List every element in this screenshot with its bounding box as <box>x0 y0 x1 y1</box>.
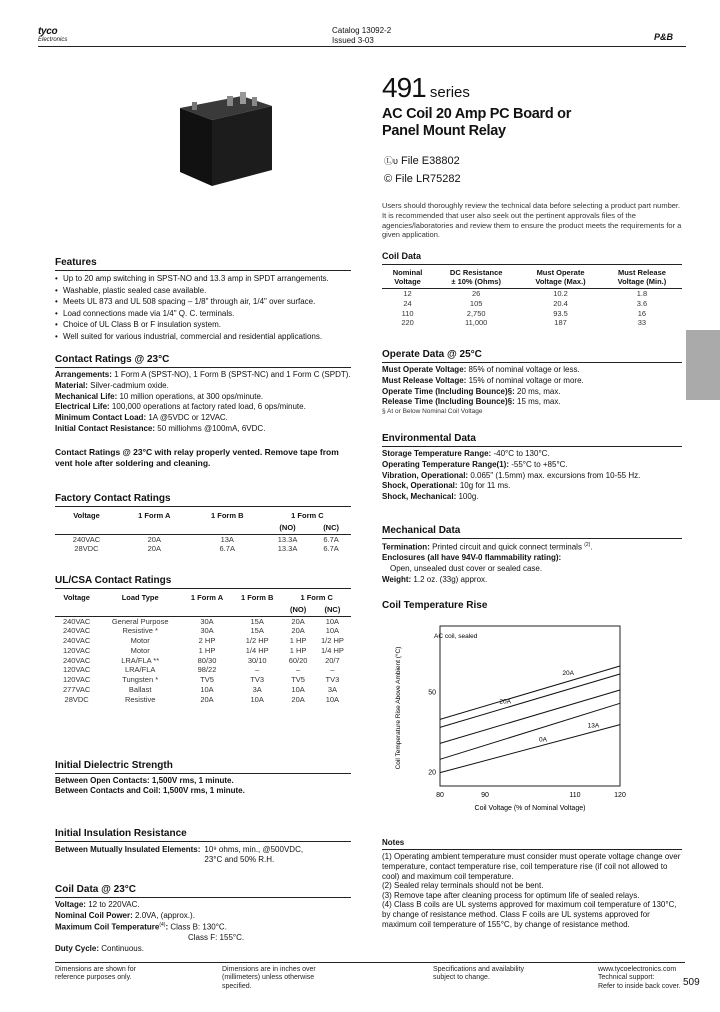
cell: 12 <box>403 289 412 299</box>
environmental-list <box>382 449 682 503</box>
environmental-section <box>382 432 682 503</box>
factory-ratings-table <box>55 510 351 554</box>
table-row <box>55 665 351 675</box>
series-word: series <box>425 84 470 101</box>
brand-mark: P&B <box>654 32 674 42</box>
insulation-section <box>55 827 351 866</box>
series-label: 13A <box>587 722 600 730</box>
spec-row: Maximum Coil Temperature$^{(4)}$: Class B: 130°C. <box>55 921 227 932</box>
cell: 13.3A <box>277 534 298 544</box>
spec-key: Electrical Life: <box>55 402 110 412</box>
spec-row <box>382 387 682 398</box>
spec-key: Maximum Coil Temperature <box>55 922 160 932</box>
spec-value: Printed circuit and quick connect terminals <box>432 542 582 552</box>
series-line <box>440 690 620 743</box>
spec-value: Silver-cadmium oxide. <box>90 380 169 390</box>
chart-annotation: AC coil, sealed <box>434 633 478 640</box>
cell: 6.7A <box>323 544 339 554</box>
col-header: Voltage <box>63 593 90 602</box>
spec-row <box>55 911 351 922</box>
cell: 15A <box>250 626 264 636</box>
cell: Tungsten * <box>122 675 159 684</box>
cell: Resistive * <box>122 626 158 636</box>
spec-row <box>382 481 682 492</box>
features-list <box>55 273 351 343</box>
cell: 30A <box>200 626 214 636</box>
cell: LRA/FLA ** <box>121 655 160 665</box>
series-number: 491 <box>382 72 426 103</box>
cell: 33 <box>637 318 647 328</box>
footer-text: subject to change. <box>433 974 490 982</box>
catalog-info <box>332 26 391 46</box>
table-row <box>55 656 351 666</box>
spec-value: 20 ms, max. <box>517 386 561 396</box>
note-item: (1) Operating ambient temperature must consider must operate voltage change over temperature, contact temperature rise, coil temperature rise (if coil not allowed to cool) and maximum coil temperature. <box>382 852 681 881</box>
cell: 120VAC <box>62 665 91 675</box>
mechanical-list <box>382 542 682 586</box>
factory-ratings-section <box>55 492 351 554</box>
cell: 28VDC <box>64 694 89 704</box>
coil-temp-chart-section <box>382 599 682 612</box>
cell: 2,750 <box>466 308 486 318</box>
cell: 187 <box>554 318 567 328</box>
spec-row <box>55 933 351 944</box>
spec-value: 15% of nominal voltage or more. <box>468 375 584 385</box>
cell: 10A <box>325 694 340 704</box>
spec-value: 0.065" (1.5mm) max. excursions from 10-55 Hz. <box>470 470 641 480</box>
insulation-values <box>204 845 303 866</box>
coil-data-title: Coil Data @ 23°C <box>55 883 351 898</box>
features-title: Features <box>55 256 351 271</box>
notes-section <box>382 838 682 929</box>
footer-col-2 <box>222 966 316 991</box>
spec-value: 10 million operations, at 300 ops/minute. <box>119 391 264 401</box>
spec-row <box>55 424 351 435</box>
spec-row <box>382 460 682 471</box>
coil-data-table <box>382 267 682 329</box>
factory-ratings-title: Factory Contact Ratings <box>55 492 351 507</box>
environmental-title: Environmental Data <box>382 432 682 447</box>
spec-row <box>55 381 351 392</box>
cell: – <box>255 665 260 675</box>
operate-data-list <box>382 365 682 417</box>
ulcsa-ratings-title: UL/CSA Contact Ratings <box>55 574 351 589</box>
col-subheader: (NO) <box>279 522 296 532</box>
note-item: (2) Sealed relay terminals should not be bent. <box>382 881 544 891</box>
footer-text: Dimensions are shown for <box>55 966 136 973</box>
table-row <box>55 544 351 554</box>
col-header: Must Release Voltage (Min.) <box>617 267 667 287</box>
vent-note: Contact Ratings @ 23°C with relay properly vented. Remove tape from vent hole after soldering and cleaning. <box>55 446 339 468</box>
csa-icon: © <box>384 173 393 185</box>
footnote-ref: (4) <box>159 921 166 928</box>
list-item: • Meets UL 873 and UL 508 spacing – 1/8" through air, 1/4" over surface. <box>55 296 351 308</box>
col-header: 1 Form C <box>300 593 333 602</box>
ul-certification <box>384 154 460 168</box>
contact-ratings-section <box>55 353 351 469</box>
col-subheader: (NC) <box>324 604 341 614</box>
spec-value: 50 milliohms @100mA, 6VDC. <box>157 423 266 433</box>
cell: 1 HP <box>198 645 216 655</box>
cell: 3A <box>327 684 337 694</box>
spec-value: 85% of nominal voltage or less. <box>468 365 580 374</box>
title-line-2: Panel Mount Relay <box>382 122 506 139</box>
spec-value: 15 ms, max. <box>517 397 561 407</box>
cell: 240VAC <box>62 616 91 626</box>
spec-row <box>382 365 682 376</box>
y-tick-label: 20 <box>428 769 436 777</box>
spec-key: Must Release Voltage: <box>382 375 467 385</box>
table-row <box>55 646 351 656</box>
contact-ratings-list <box>55 370 351 435</box>
spec-key: Voltage: <box>55 900 86 909</box>
spec-key: Arrangements: <box>55 370 112 379</box>
spec-row <box>382 492 682 503</box>
table-row <box>55 534 351 544</box>
col-header: DC Resistance ± 10% (Ohms) <box>449 267 503 287</box>
table-row <box>382 299 682 309</box>
col-subheader: (NO) <box>289 604 307 614</box>
cell: Resistive <box>124 694 156 704</box>
cell: 1/4 HP <box>320 645 344 655</box>
cell: Ballast <box>128 684 152 694</box>
cell: 120VAC <box>62 675 91 684</box>
series-label: 0A <box>539 736 547 744</box>
table-row <box>55 636 351 646</box>
table-row <box>55 675 351 685</box>
spec-key: Weight: <box>382 575 412 585</box>
title-line-1: AC Coil 20 Amp PC Board or <box>382 106 572 122</box>
spec-row <box>55 370 351 381</box>
spec-key: Must Operate Voltage: <box>382 365 467 374</box>
footer-text: Dimensions are in inches over <box>222 966 316 973</box>
cell: TV3 <box>325 675 340 684</box>
mechanical-section <box>382 524 682 586</box>
col-header: 1 Form B <box>240 593 274 602</box>
spec-key: Storage Temperature Range: <box>382 449 492 458</box>
catalog-number: Catalog 13092-2 <box>332 26 392 35</box>
intro-text: Users should thoroughly review the technical data before selecting a product part number. It is recommended that user also seek out the pertinent approvals files of the agencies/laboratories and review them to ensure the product meets the requirements for a given application. <box>382 201 682 240</box>
insulation-key: Between Mutually Insulated Elements: <box>55 845 201 854</box>
footer-col-1 <box>55 966 136 983</box>
col-header: 1 Form A <box>190 593 224 602</box>
cell: LRA/FLA <box>124 665 156 675</box>
cell: 3A <box>252 684 262 694</box>
cell: 20.4 <box>553 298 568 308</box>
spec-key: Mechanical Life: <box>55 391 118 401</box>
cell: 60/20 <box>288 655 308 665</box>
operate-data-section <box>382 348 682 417</box>
issued-date: Issued 3-03 <box>332 36 374 45</box>
series-line <box>440 725 620 773</box>
spec-key: Vibration, Operational: <box>382 470 469 480</box>
cell: 20A <box>291 616 305 626</box>
spec-value: 2.0VA, (approx.). <box>135 910 195 920</box>
footer-text: reference purposes only. <box>55 974 132 982</box>
cell: 1/2 HP <box>245 636 269 645</box>
contact-ratings-title: Contact Ratings @ 23°C <box>55 353 351 368</box>
footer-col-4 <box>598 966 681 991</box>
spec-value: Open, unsealed dust cover or sealed case. <box>390 564 543 574</box>
cell: 15A <box>250 616 264 626</box>
cell: General Purpose <box>111 616 169 626</box>
x-tick-label: 120 <box>614 792 626 799</box>
cell: – <box>296 665 301 675</box>
header-divider <box>38 46 686 47</box>
ulcsa-ratings-table <box>55 592 351 704</box>
cell: 6.7A <box>219 544 235 554</box>
spec-value: Class F: 155°C. <box>188 933 245 943</box>
cell: 10.2 <box>553 289 568 299</box>
cell: 11,000 <box>464 318 488 328</box>
tyco-logo: tyco <box>38 26 58 37</box>
cell: 20A <box>147 544 161 554</box>
cell: 24 <box>403 298 412 308</box>
spec-key: Initial Contact Resistance: <box>55 423 156 433</box>
series-label: 20A <box>562 670 574 678</box>
cell: 2 HP <box>198 636 216 645</box>
list-item: • Choice of UL Class B or F insulation system. <box>55 319 351 331</box>
cell: 220 <box>401 318 414 328</box>
coil-table-section <box>382 251 682 328</box>
cell: 1/2 HP <box>320 636 344 645</box>
logo-subtitle: Electronics <box>38 37 68 43</box>
coil-temp-rise-chart <box>382 616 642 816</box>
table-row <box>382 309 682 319</box>
col-header: 1 Form C <box>291 511 324 520</box>
mechanical-title: Mechanical Data <box>382 524 682 539</box>
cell: 98/22 <box>197 665 217 675</box>
cell: 110 <box>401 308 414 318</box>
spec-row <box>55 413 351 424</box>
cell: 277VAC <box>62 684 91 694</box>
ul-file: File E38802 <box>401 155 460 167</box>
series-heading <box>382 70 470 106</box>
cell: 10A <box>250 694 264 704</box>
spec-value: 1A @5VDC or 12VAC. <box>148 413 228 423</box>
cell: 16 <box>637 308 647 318</box>
coil-data-list <box>55 900 351 955</box>
cell: 20A <box>200 694 214 704</box>
csa-file: File LR75282 <box>395 173 461 185</box>
y-axis-label: Coil Temperature Rise Above Ambient (°C) <box>395 646 402 770</box>
spec-row <box>55 402 351 413</box>
table-row <box>55 616 351 626</box>
spec-value: 100g. <box>458 492 479 502</box>
operate-footnote: § At or Below Nominal Coil Voltage <box>382 408 483 416</box>
cell: 240VAC <box>62 655 91 665</box>
list-item: • Well suited for various industrial, commercial and residential applications. <box>55 331 351 343</box>
spec-row <box>382 376 682 387</box>
spec-value: 1.2 oz. (33g) approx. <box>413 575 488 585</box>
dielectric-section <box>55 759 351 797</box>
col-subheader: (NC) <box>323 522 340 532</box>
table-row <box>55 685 351 695</box>
csa-certification <box>384 172 461 186</box>
spec-key: Operate Time (Including Bounce)§: <box>382 386 515 396</box>
footer-text: Specifications and availability <box>433 966 525 973</box>
ulcsa-ratings-section <box>55 574 351 704</box>
cell: 105 <box>469 298 483 308</box>
spec-row <box>382 575 682 586</box>
cell: 240VAC <box>62 636 91 645</box>
insulation-row <box>55 845 351 866</box>
y-tick-label: 50 <box>428 689 436 697</box>
spec-key: Termination: <box>382 542 430 552</box>
section-tab <box>686 330 720 400</box>
cell: 30A <box>200 616 214 626</box>
cell: 10A <box>325 616 340 626</box>
chart-title: Coil Temperature Rise <box>382 600 488 611</box>
cell: 28VDC <box>74 544 99 554</box>
plot-frame <box>440 626 620 786</box>
series-label: 20A <box>499 698 511 706</box>
x-tick-label: 110 <box>569 792 581 799</box>
spec-key: Release Time (Including Bounce)§: <box>382 397 515 407</box>
spec-key: Minimum Contact Load: <box>55 413 147 423</box>
footer-text: specified. <box>222 982 252 990</box>
spec-row: Termination: Printed circuit and quick connect terminals $^{(2)}$. <box>382 542 593 552</box>
cell: 6.7A <box>323 534 339 544</box>
table-row <box>382 318 682 328</box>
cell: TV5 <box>200 675 214 684</box>
spec-key: Shock, Mechanical: <box>382 492 457 502</box>
cell: 10A <box>325 626 340 636</box>
list-item: • Up to 20 amp switching in SPST-NO and 13.3 amp in SPDT arrangements. <box>55 273 351 285</box>
spec-row <box>382 397 682 408</box>
cell: 120VAC <box>62 645 91 655</box>
footnote-ref: (2) <box>584 542 591 548</box>
cell: 80/30 <box>197 655 217 665</box>
cell: 93.5 <box>553 308 568 318</box>
col-header: Must Operate Voltage (Max.) <box>535 267 586 287</box>
col-header: 1 Form B <box>210 511 244 520</box>
table-row <box>382 289 682 299</box>
cell: 3.6 <box>636 298 648 308</box>
list-item: • Washable, plastic sealed case available. <box>55 285 351 297</box>
insulation-value-1: 10⁹ ohms, min., @500VDC, <box>204 845 304 854</box>
dielectric-line-2: Between Contacts and Coil: 1,500V rms, 1 minute. <box>55 786 245 796</box>
spec-row <box>55 944 351 955</box>
spec-row <box>55 392 351 403</box>
relay-product-image <box>172 88 282 198</box>
footer-text: Technical support: <box>598 974 655 982</box>
note-item: (4) Class B coils are UL systems approved for maximum coil temperature of 130°C, by change of resistance method. Class F coils are UL systems approved for maximum coil temperature of 155°C, by change of resistance method. <box>382 900 677 929</box>
ul-icon: Ⓛᴜ <box>384 156 398 166</box>
footer-col-3 <box>433 966 524 983</box>
cell: TV3 <box>250 675 265 684</box>
footer-text: Refer to inside back cover. <box>598 982 681 990</box>
dielectric-line-1: Between Open Contacts: 1,500V rms, 1 minute. <box>55 776 234 785</box>
spec-value: 10g for 11 ms. <box>459 481 511 491</box>
spec-key: Duty Cycle: <box>55 943 100 953</box>
spec-key: Material: <box>55 380 88 390</box>
website-link[interactable]: www.tycoelectronics.com <box>598 966 677 973</box>
col-header: Voltage <box>73 511 100 520</box>
cell: 1 HP <box>289 645 307 655</box>
cell: 13.3A <box>277 544 298 554</box>
notes-title: Notes <box>382 838 682 850</box>
x-tick-label: 90 <box>481 792 489 799</box>
x-tick-label: 80 <box>436 792 444 799</box>
notes-list <box>382 852 682 929</box>
spec-value: 1 Form A (SPST-NO), 1 Form B (SPST-NC) and 1 Form C (SPDT). <box>114 370 351 379</box>
cell: 20A <box>291 694 305 704</box>
spec-row <box>382 564 682 575</box>
page-number: 509 <box>683 977 700 988</box>
spec-value: 12 to 220VAC. <box>88 900 140 909</box>
cell: 26 <box>472 289 481 299</box>
coil-data-section <box>55 883 351 955</box>
note-item: (3) Remove tape after cleaning process for optimum life of sealed relays. <box>382 890 640 900</box>
features-section <box>55 256 351 343</box>
spec-value: Class B: 130°C. <box>170 922 227 932</box>
spec-value: 100,000 operations at factory rated load, 6 ops/minute. <box>111 402 306 412</box>
list-item: • Load connections made via 1/4" Q. C. terminals. <box>55 308 351 320</box>
spec-key: Operating Temperature Range(1): <box>382 459 509 469</box>
spec-value: -40°C to 130°C. <box>493 449 550 458</box>
spec-row <box>382 553 682 564</box>
cell: 20A <box>147 534 161 544</box>
dielectric-title: Initial Dielectric Strength <box>55 759 351 774</box>
operate-data-title: Operate Data @ 25°C <box>382 348 682 363</box>
spec-key: Nominal Coil Power: <box>55 910 133 920</box>
cell: 240VAC <box>72 534 101 544</box>
cell: – <box>330 665 335 675</box>
cell: 1.8 <box>636 289 648 299</box>
coil-table-title: Coil Data <box>382 251 682 265</box>
cell: 10A <box>200 684 214 694</box>
spec-value: -55°C to +85°C. <box>511 459 568 469</box>
col-header: Load Type <box>121 593 159 602</box>
spec-row <box>55 900 351 911</box>
cell: 1/4 HP <box>245 645 269 655</box>
cell: 240VAC <box>62 626 91 636</box>
table-row <box>55 626 351 636</box>
product-title <box>382 106 571 139</box>
cell: 20A <box>291 626 305 636</box>
col-header: 1 Form A <box>138 511 171 520</box>
table-row <box>55 695 351 705</box>
cell: TV5 <box>291 675 305 684</box>
cell: 1 HP <box>289 636 307 645</box>
cell: Motor <box>130 636 150 645</box>
cell: 20/7 <box>325 655 340 665</box>
series-line <box>440 674 620 730</box>
insulation-value-2: 23°C and 50% R.H. <box>204 855 275 865</box>
spec-row <box>382 449 682 460</box>
cell: 10A <box>291 684 305 694</box>
cell: 30/10 <box>247 655 267 665</box>
spec-key: Shock, Operational: <box>382 481 458 491</box>
cell: Motor <box>130 645 150 655</box>
spec-row <box>382 471 682 482</box>
insulation-title: Initial Insulation Resistance <box>55 827 351 842</box>
cell: 13A <box>220 534 234 544</box>
spec-value: Continuous. <box>101 943 144 953</box>
spec-key: Enclosures (all have 94V-0 flammability rating): <box>382 553 562 563</box>
footer-text: (millimeters) unless otherwise <box>222 974 315 982</box>
footer-divider <box>55 962 685 963</box>
col-header: Nominal Voltage <box>392 267 423 287</box>
x-axis-label: Coil Voltage (% of Nominal Voltage) <box>474 805 586 812</box>
